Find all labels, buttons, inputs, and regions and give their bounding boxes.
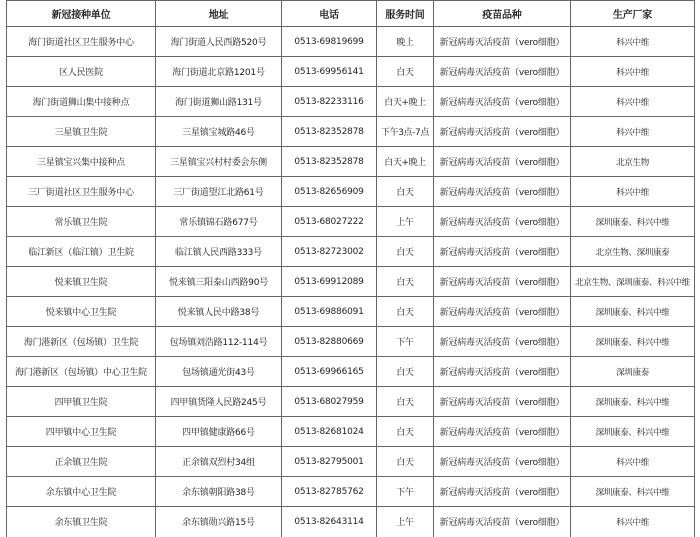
cell-service-time: 白天+晚上 (377, 87, 434, 117)
cell-address: 三星镇宝城路46号 (156, 117, 282, 147)
cell-unit: 悦来镇中心卫生院 (7, 297, 156, 327)
cell-phone: 0513-69956141 (282, 57, 377, 87)
cell-manufacturer: 北京生物 (571, 147, 695, 177)
cell-vaccine-type: 新冠病毒灭活疫苗（vero细胞） (434, 357, 571, 387)
cell-service-time: 白天 (377, 57, 434, 87)
cell-address: 常乐镇锦石路677号 (156, 207, 282, 237)
table-row (7, 417, 695, 447)
cell-address: 海门街道人民西路520号 (156, 27, 282, 57)
cell-phone: 0513-69912089 (282, 267, 377, 297)
cell-address: 悦来镇三阳泰山西路90号 (156, 267, 282, 297)
cell-service-time: 白天+晚上 (377, 147, 434, 177)
cell-service-time: 上午 (377, 207, 434, 237)
cell-vaccine-type: 新冠病毒灭活疫苗（vero细胞） (434, 237, 571, 267)
cell-phone: 0513-69886091 (282, 297, 377, 327)
cell-unit: 四甲镇卫生院 (7, 387, 156, 417)
cell-service-time: 下午 (377, 327, 434, 357)
cell-service-time: 白天 (377, 237, 434, 267)
cell-vaccine-type: 新冠病毒灭活疫苗（vero细胞） (434, 207, 571, 237)
cell-vaccine-type: 新冠病毒灭活疫苗（vero细胞） (434, 417, 571, 447)
header-phone: 电话 (282, 1, 377, 27)
cell-phone: 0513-68027959 (282, 387, 377, 417)
table-row (7, 387, 695, 417)
cell-vaccine-type: 新冠病毒灭活疫苗（vero细胞） (434, 267, 571, 297)
cell-vaccine-type: 新冠病毒灭活疫苗（vero细胞） (434, 117, 571, 147)
cell-unit: 临江新区（临江镇）卫生院 (7, 237, 156, 267)
table-row (7, 147, 695, 177)
cell-manufacturer: 科兴中维 (571, 57, 695, 87)
cell-address: 三厂街道望江北路61号 (156, 177, 282, 207)
cell-vaccine-type: 新冠病毒灭活疫苗（vero细胞） (434, 27, 571, 57)
table-row (7, 507, 695, 537)
cell-manufacturer: 科兴中维 (571, 177, 695, 207)
cell-unit: 三厂街道社区卫生服务中心 (7, 177, 156, 207)
cell-service-time: 白天 (377, 267, 434, 297)
table-row (7, 207, 695, 237)
cell-service-time: 白天 (377, 177, 434, 207)
header-unit: 新冠接种单位 (7, 1, 156, 27)
table-header-row (7, 1, 695, 27)
cell-service-time: 上午 (377, 507, 434, 537)
cell-manufacturer: 科兴中维 (571, 507, 695, 537)
table-row (7, 357, 695, 387)
table-row (7, 117, 695, 147)
table-row (7, 27, 695, 57)
cell-service-time: 白天 (377, 417, 434, 447)
table-row (7, 447, 695, 477)
cell-address: 四甲镇健康路66号 (156, 417, 282, 447)
cell-unit: 海门街道狮山集中接种点 (7, 87, 156, 117)
cell-manufacturer: 北京生物、深圳康泰、科兴中维 (571, 267, 695, 297)
cell-unit: 正余镇卫生院 (7, 447, 156, 477)
cell-phone: 0513-69966165 (282, 357, 377, 387)
cell-manufacturer: 北京生物、深圳康泰 (571, 237, 695, 267)
cell-phone: 0513-82785762 (282, 477, 377, 507)
cell-manufacturer: 深圳康泰、科兴中维 (571, 417, 695, 447)
cell-manufacturer: 科兴中维 (571, 27, 695, 57)
cell-manufacturer: 深圳康泰 (571, 357, 695, 387)
cell-unit: 海门街道社区卫生服务中心 (7, 27, 156, 57)
cell-address: 海门街道北京路1201号 (156, 57, 282, 87)
cell-service-time: 晚上 (377, 27, 434, 57)
cell-service-time: 下午3点-7点 (377, 117, 434, 147)
table-row (7, 237, 695, 267)
header-manufacturer: 生产厂家 (571, 1, 695, 27)
cell-manufacturer: 科兴中维 (571, 87, 695, 117)
cell-phone: 0513-82723002 (282, 237, 377, 267)
cell-vaccine-type: 新冠病毒灭活疫苗（vero细胞） (434, 507, 571, 537)
cell-manufacturer: 深圳康泰、科兴中维 (571, 477, 695, 507)
cell-vaccine-type: 新冠病毒灭活疫苗（vero细胞） (434, 477, 571, 507)
cell-address: 包场镇刘浩路112-114号 (156, 327, 282, 357)
cell-unit: 海门港新区（包场镇）中心卫生院 (7, 357, 156, 387)
cell-phone: 0513-82352878 (282, 117, 377, 147)
cell-unit: 四甲镇中心卫生院 (7, 417, 156, 447)
cell-address: 海门街道狮山路131号 (156, 87, 282, 117)
cell-address: 正余镇双烈村34组 (156, 447, 282, 477)
cell-phone: 0513-82352878 (282, 147, 377, 177)
cell-unit: 三星镇宝兴集中接种点 (7, 147, 156, 177)
cell-phone: 0513-82643114 (282, 507, 377, 537)
cell-service-time: 下午 (377, 477, 434, 507)
cell-manufacturer: 深圳康泰、科兴中维 (571, 207, 695, 237)
cell-vaccine-type: 新冠病毒灭活疫苗（vero细胞） (434, 297, 571, 327)
cell-phone: 0513-82681024 (282, 417, 377, 447)
cell-vaccine-type: 新冠病毒灭活疫苗（vero细胞） (434, 327, 571, 357)
cell-vaccine-type: 新冠病毒灭活疫苗（vero细胞） (434, 177, 571, 207)
cell-address: 三星镇宝兴村村委会东侧 (156, 147, 282, 177)
cell-service-time: 白天 (377, 447, 434, 477)
header-service-time: 服务时间 (377, 1, 434, 27)
cell-service-time: 白天 (377, 297, 434, 327)
table-row (7, 57, 695, 87)
cell-address: 四甲镇货隆人民路245号 (156, 387, 282, 417)
header-address: 地址 (156, 1, 282, 27)
cell-unit: 常乐镇卫生院 (7, 207, 156, 237)
cell-vaccine-type: 新冠病毒灭活疫苗（vero细胞） (434, 147, 571, 177)
table-row (7, 87, 695, 117)
cell-unit: 三星镇卫生院 (7, 117, 156, 147)
table-row (7, 177, 695, 207)
table-row (7, 477, 695, 507)
cell-service-time: 白天 (377, 387, 434, 417)
cell-unit: 余东镇卫生院 (7, 507, 156, 537)
cell-service-time: 白天 (377, 357, 434, 387)
cell-address: 包场镇通光街43号 (156, 357, 282, 387)
vaccination-sites-table (6, 0, 695, 537)
table-row (7, 327, 695, 357)
cell-phone: 0513-82880669 (282, 327, 377, 357)
cell-phone: 0513-69819699 (282, 27, 377, 57)
cell-address: 临江镇人民西路333号 (156, 237, 282, 267)
table-row (7, 267, 695, 297)
cell-vaccine-type: 新冠病毒灭活疫苗（vero细胞） (434, 387, 571, 417)
cell-unit: 海门港新区（包场镇）卫生院 (7, 327, 156, 357)
cell-unit: 悦来镇卫生院 (7, 267, 156, 297)
cell-vaccine-type: 新冠病毒灭活疫苗（vero细胞） (434, 57, 571, 87)
cell-manufacturer: 科兴中维 (571, 117, 695, 147)
cell-phone: 0513-82656909 (282, 177, 377, 207)
cell-manufacturer: 深圳康泰、科兴中维 (571, 327, 695, 357)
cell-phone: 0513-68027222 (282, 207, 377, 237)
cell-manufacturer: 深圳康泰、科兴中维 (571, 297, 695, 327)
cell-vaccine-type: 新冠病毒灭活疫苗（vero细胞） (434, 87, 571, 117)
cell-phone: 0513-82795001 (282, 447, 377, 477)
cell-manufacturer: 深圳康泰、科兴中维 (571, 387, 695, 417)
cell-address: 余东镇勋兴路15号 (156, 507, 282, 537)
table-row (7, 297, 695, 327)
cell-phone: 0513-82233116 (282, 87, 377, 117)
header-vaccine-type: 疫苗品种 (434, 1, 571, 27)
cell-address: 余东镇朝阳路38号 (156, 477, 282, 507)
cell-address: 悦来镇人民中路38号 (156, 297, 282, 327)
cell-manufacturer: 科兴中维 (571, 447, 695, 477)
cell-unit: 区人民医院 (7, 57, 156, 87)
cell-vaccine-type: 新冠病毒灭活疫苗（vero细胞） (434, 447, 571, 477)
cell-unit: 余东镇中心卫生院 (7, 477, 156, 507)
